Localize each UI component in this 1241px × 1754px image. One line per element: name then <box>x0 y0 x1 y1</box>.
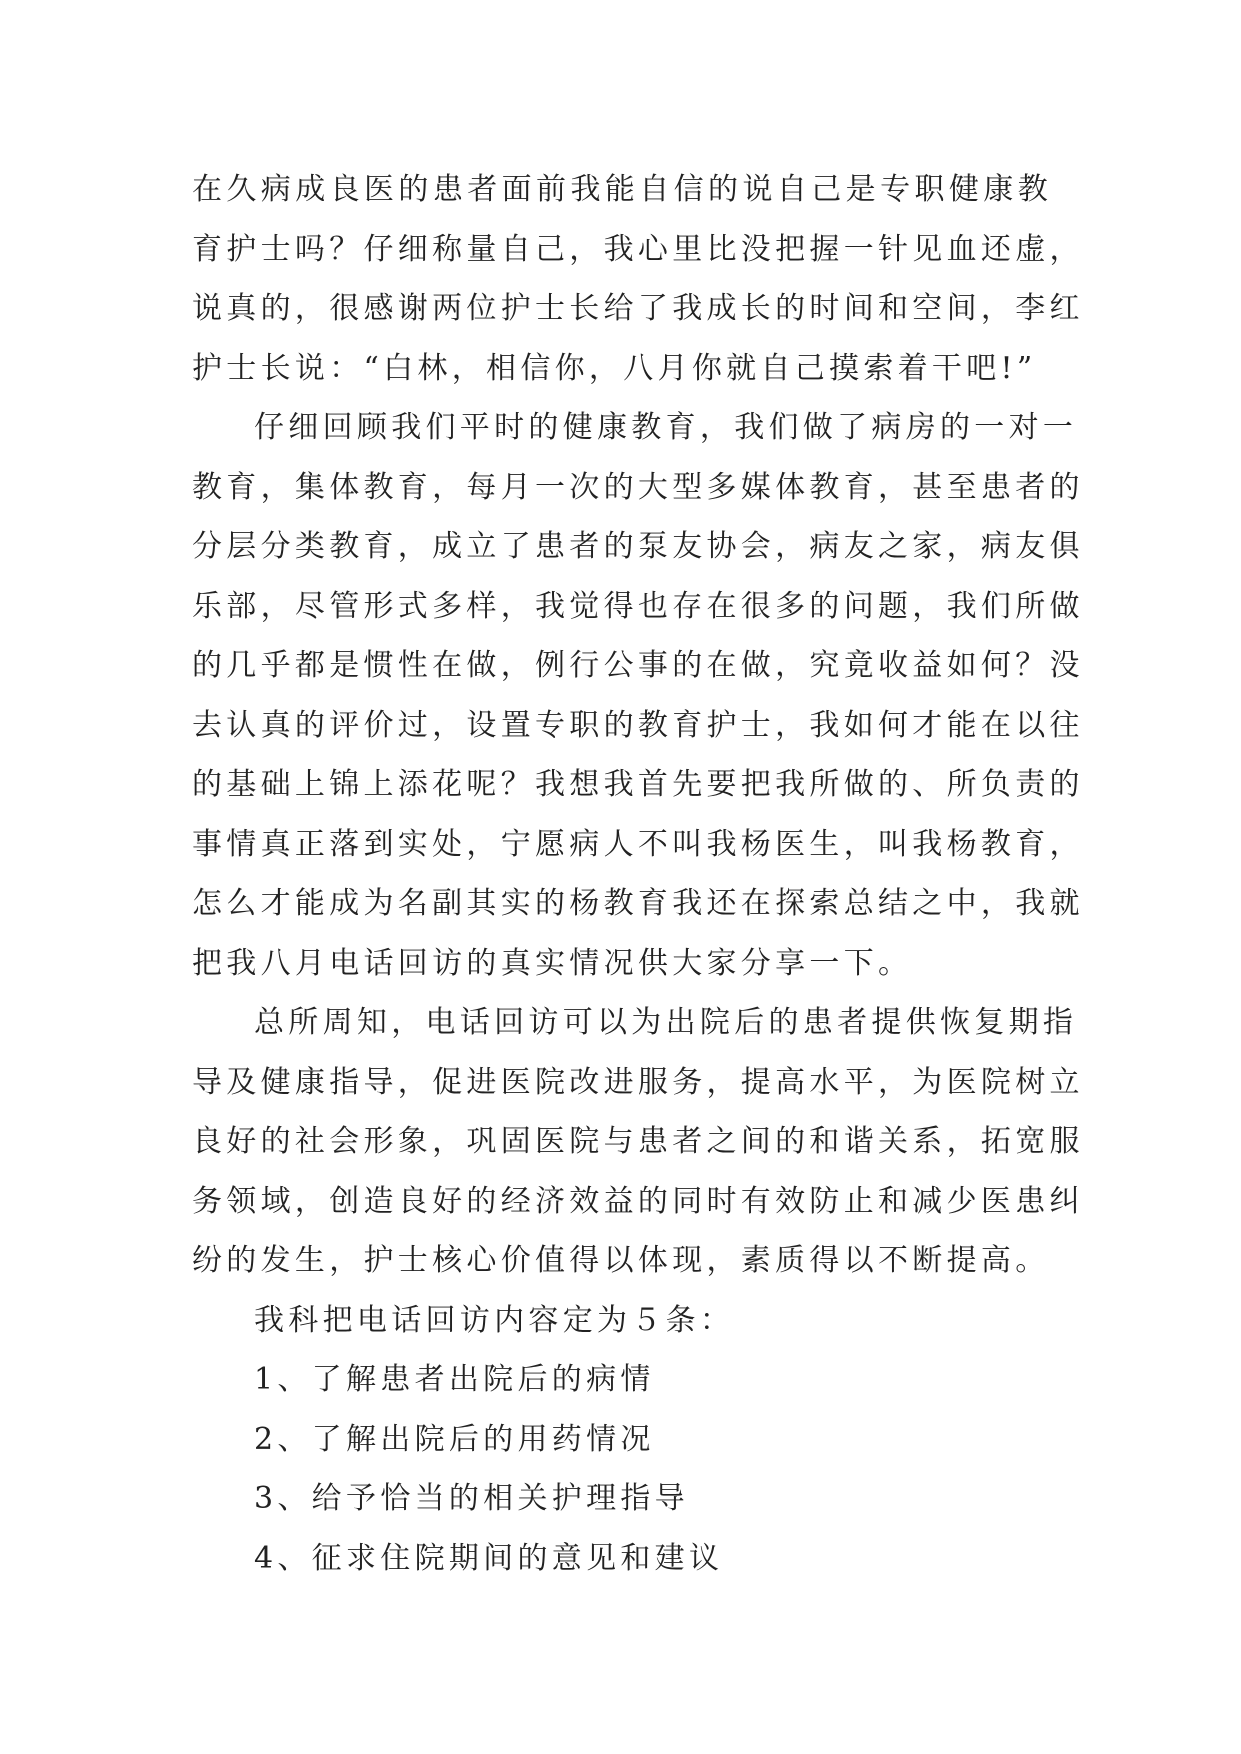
text-line: 的几乎都是惯性在做，例行公事的在做，究竟收益如何？没 <box>192 648 1084 683</box>
text-line: 护士长说：“白林，相信你，八月你就自己摸索着干吧!” <box>192 350 1037 386</box>
text-line: 我科把电话回访内容定为５条： <box>254 1302 735 1338</box>
text-line: 3、给予恰当的相关护理指导 <box>254 1481 689 1516</box>
paragraph-intro <box>192 160 1084 398</box>
text-line: 育护士吗？仔细称量自己，我心里比没把握一针见血还虚， <box>192 231 1084 267</box>
text-line: 良好的社会形象，巩固医院与患者之间的和谐关系，拓宽服 <box>192 1124 1084 1159</box>
list-item <box>192 1469 1052 1529</box>
list-item <box>192 1529 1052 1589</box>
paragraph-review <box>192 398 1084 993</box>
text-line: 在久病成良医的患者面前我能自信的说自己是专职健康教 <box>192 172 1052 207</box>
text-line: 纷的发生，护士核心价值得以体现，素质得以不断提高。 <box>192 1243 1050 1278</box>
paragraph-phone-followup <box>192 993 1084 1291</box>
paragraph-list-intro <box>192 1291 1052 1351</box>
text-line: 导及健康指导，促进医院改进服务，提高水平，为医院树立 <box>192 1064 1084 1100</box>
text-line: 说真的，很感谢两位护士长给了我成长的时间和空间，李红 <box>192 291 1084 326</box>
list-item <box>192 1350 1052 1410</box>
text-line: 4、征求住院期间的意见和建议 <box>254 1540 724 1576</box>
text-line: 乐部，尽管形式多样，我觉得也存在很多的问题，我们所做 <box>192 588 1084 624</box>
text-line: 总所周知，电话回访可以为出院后的患者提供恢复期指 <box>254 1005 1078 1040</box>
text-line: 的基础上锦上添花呢？我想我首先要把我所做的、所负责的 <box>192 767 1084 802</box>
text-line: 教育，集体教育，每月一次的大型多媒体教育，甚至患者的 <box>192 469 1084 505</box>
text-line: 分层分类教育，成立了患者的泵友协会，病友之家，病友俱 <box>192 529 1084 564</box>
text-line: 去认真的评价过，设置专职的教育护士，我如何才能在以往 <box>192 707 1084 743</box>
document-body <box>192 160 1084 1588</box>
text-line: 2、了解出院后的用药情况 <box>254 1421 655 1457</box>
text-line: 事情真正落到实处，宁愿病人不叫我杨医生，叫我杨教育， <box>192 826 1084 862</box>
text-line: 把我八月电话回访的真实情况供大家分享一下。 <box>192 945 913 981</box>
text-line: 怎么才能成为名副其实的杨教育我还在探索总结之中，我就 <box>192 886 1084 921</box>
list-item <box>192 1410 1052 1470</box>
text-line: 仔细回顾我们平时的健康教育，我们做了病房的一对一 <box>254 410 1078 445</box>
text-line: 务领域，创造良好的经济效益的同时有效防止和减少医患纠 <box>192 1183 1084 1219</box>
text-line: 1、了解患者出院后的病情 <box>254 1362 655 1397</box>
